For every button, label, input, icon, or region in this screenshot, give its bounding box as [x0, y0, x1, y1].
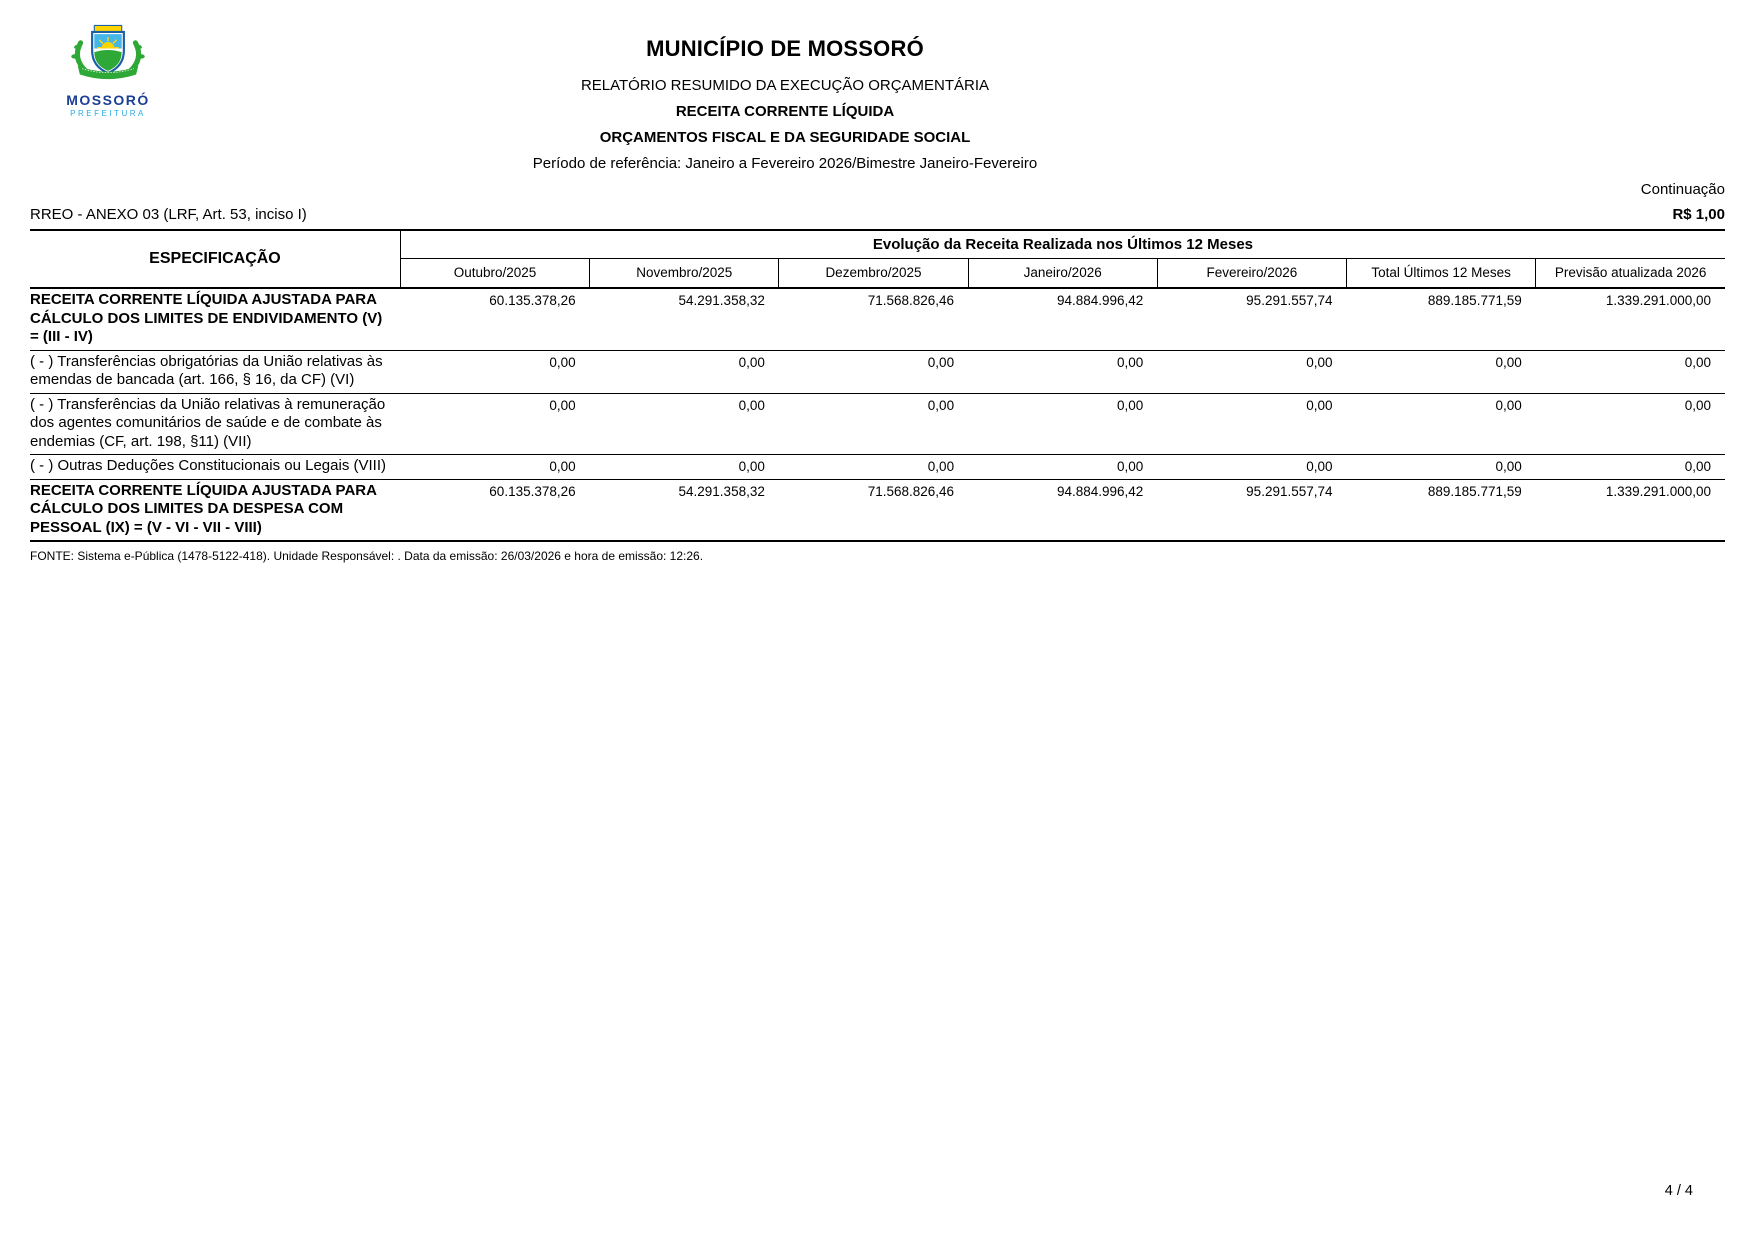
logo-city-name: MOSSORÓ — [66, 92, 150, 108]
cell-value: 60.135.378,26 — [400, 288, 589, 350]
column-header-1: Outubro/2025 — [400, 258, 589, 288]
cell-value: 0,00 — [1157, 393, 1346, 455]
row-label: ( - ) Transferências da União relativas à remuneração dos agentes comunitários de saúde e de combate às endemias (CF, art. 198, §11) (VII) — [30, 393, 400, 455]
annex-label: RREO - ANEXO 03 (LRF, Art. 53, inciso I) — [30, 206, 307, 223]
cell-value: 0,00 — [968, 393, 1157, 455]
cell-value: 889.185.771,59 — [1347, 479, 1536, 541]
cell-value: 0,00 — [968, 350, 1157, 393]
cell-value: 95.291.557,74 — [1157, 288, 1346, 350]
annex-row — [30, 206, 1725, 229]
row-label: ( - ) Transferências obrigatórias da União relativas às emendas de bancada (art. 166, § 16, da CF) (VI) — [30, 350, 400, 393]
city-logo — [48, 24, 168, 118]
cell-value: 0,00 — [1536, 455, 1725, 480]
cell-value: 0,00 — [1347, 393, 1536, 455]
cell-value: 0,00 — [590, 455, 779, 480]
cell-value: 60.135.378,26 — [400, 479, 589, 541]
table-header — [30, 230, 1725, 288]
cell-value: 0,00 — [400, 393, 589, 455]
cell-value: 0,00 — [1536, 393, 1725, 455]
cell-value: 95.291.557,74 — [1157, 479, 1346, 541]
continuation-label: Continuação — [1640, 181, 1725, 198]
cell-value: 0,00 — [779, 350, 968, 393]
column-header-6: Total Últimos 12 Meses — [1347, 258, 1536, 288]
cell-value: 0,00 — [1157, 350, 1346, 393]
row-label: RECEITA CORRENTE LÍQUIDA AJUSTADA PARA CÁLCULO DOS LIMITES DA DESPESA COM PESSOAL (IX) = (V - VI - VII - VIII) — [30, 479, 400, 541]
cell-value: 0,00 — [1347, 350, 1536, 393]
cell-value: 0,00 — [400, 350, 589, 393]
currency-unit-label: R$ 1,00 — [1672, 206, 1725, 223]
title-block — [30, 0, 1540, 172]
logo-subtitle: PREFEITURA — [70, 109, 146, 118]
row-label: ( - ) Outras Deduções Constitucionais ou Legais (VIII) — [30, 455, 400, 480]
cell-value: 0,00 — [968, 455, 1157, 480]
revenue-evolution-table — [30, 229, 1725, 542]
column-header-2: Novembro/2025 — [590, 258, 779, 288]
cell-value: 0,00 — [1157, 455, 1346, 480]
cell-value: 54.291.358,32 — [590, 479, 779, 541]
row-label: RECEITA CORRENTE LÍQUIDA AJUSTADA PARA CÁLCULO DOS LIMITES DE ENDIVIDAMENTO (V) = (III - IV) — [30, 288, 400, 350]
column-header-7: Previsão atualizada 2026 — [1536, 258, 1725, 288]
cell-value: 0,00 — [779, 393, 968, 455]
cell-value: 0,00 — [590, 350, 779, 393]
page-number: 4 / 4 — [1664, 1183, 1693, 1199]
budget-scope: ORÇAMENTOS FISCAL E DA SEGURIDADE SOCIAL — [599, 129, 971, 146]
cell-value: 71.568.826,46 — [779, 479, 968, 541]
column-header-4: Janeiro/2026 — [968, 258, 1157, 288]
cell-value: 0,00 — [1347, 455, 1536, 480]
table-row — [30, 393, 1725, 455]
cell-value: 1.339.291.000,00 — [1536, 479, 1725, 541]
cell-value: 1.339.291.000,00 — [1536, 288, 1725, 350]
column-header-5: Fevereiro/2026 — [1157, 258, 1346, 288]
source-note: FONTE: Sistema e-Pública (1478-5122-418). Unidade Responsável: . Data da emissão: 26/03/2026 e hora de emissão: 12:26. — [30, 549, 704, 563]
cell-value: 94.884.996,42 — [968, 288, 1157, 350]
table-body — [30, 288, 1725, 541]
cell-value: 889.185.771,59 — [1347, 288, 1536, 350]
cell-value: 0,00 — [590, 393, 779, 455]
document-header — [30, 0, 1725, 229]
cell-value: 71.568.826,46 — [779, 288, 968, 350]
coat-of-arms-icon — [64, 73, 152, 90]
table-row — [30, 455, 1725, 480]
report-name: RECEITA CORRENTE LÍQUIDA — [675, 103, 895, 120]
table-row — [30, 350, 1725, 393]
cell-value: 0,00 — [400, 455, 589, 480]
reference-period: Período de referência: Janeiro a Fevereiro 2026/Bimestre Janeiro-Fevereiro — [532, 155, 1038, 172]
column-header-3: Dezembro/2025 — [779, 258, 968, 288]
cell-value: 54.291.358,32 — [590, 288, 779, 350]
table-row — [30, 479, 1725, 541]
table-row — [30, 288, 1725, 350]
cell-value: 0,00 — [1536, 350, 1725, 393]
cell-value: 0,00 — [779, 455, 968, 480]
group-column-header: Evolução da Receita Realizada nos Últimos 12 Meses — [400, 230, 1725, 258]
page-title: MUNICÍPIO DE MOSSORÓ — [646, 36, 924, 61]
cell-value: 94.884.996,42 — [968, 479, 1157, 541]
specification-column-header: ESPECIFICAÇÃO — [30, 230, 400, 288]
report-subtitle: RELATÓRIO RESUMIDO DA EXECUÇÃO ORÇAMENTÁRIA — [580, 77, 990, 94]
